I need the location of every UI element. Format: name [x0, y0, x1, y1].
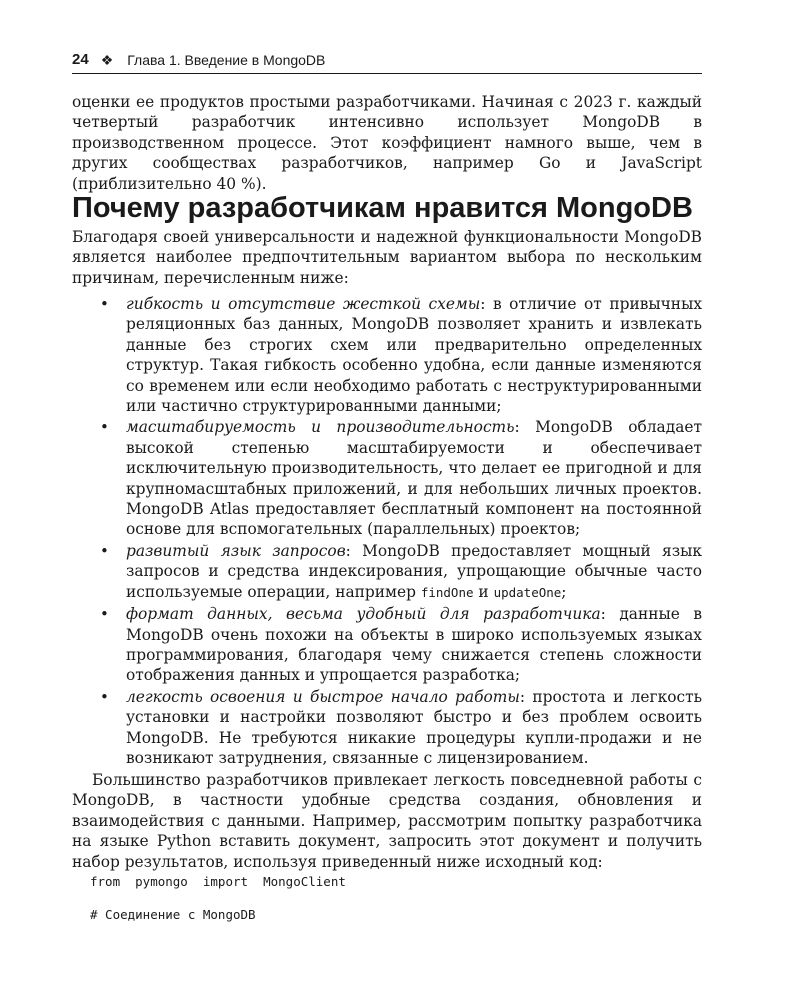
list-item — [100, 687, 702, 769]
running-header — [72, 50, 702, 74]
list-item-term: легкость освоения и быстрое начало работы — [126, 687, 520, 706]
code-line-import: from pymongo import MongoClient — [90, 874, 346, 889]
list-item-term: формат данных, весьма удобный для разработчика — [126, 605, 601, 624]
list-item-text: : простота и легкость установки и настройки позволяют быстро и без проблем освоить MongoDB. Не требуются никакие процедуры купли-продажи и не возникают затруднения, связанные с лицензированием. — [126, 687, 702, 767]
list-item-text: : данные в MongoDB очень похожи на объекты в широко используемых языках программирования, благодаря чему снижается степень сложности отображения данных и упрощается разработка; — [126, 605, 702, 685]
chapter-title: Глава 1. Введение в MongoDB — [127, 52, 326, 68]
inline-code-findone: findOne — [420, 584, 474, 600]
paragraph-intro: Благодаря своей универсальности и надежной функциональности MongoDB является наиболее предпочтительным вариантом выбора по нескольким причинам, перечисленным ниже: — [72, 228, 702, 287]
bullet-icon: • — [100, 541, 109, 560]
list-item-text: : в отличие от привычных реляционных баз данных, MongoDB позволяет хранить и извлекать данные без строгих схем или предварительно определенных структур. Такая гибкость особенно удобна, если данные изменяются со временем или если необходимо работать с неструктурированными или частично структурированными данными; — [126, 295, 702, 416]
list-item-term: масштабируемость и производительность — [126, 418, 515, 437]
inline-code-updateone: updateOne — [493, 584, 562, 600]
list-item — [100, 294, 702, 416]
code-line-comment: # Соединение с MongoDB — [90, 907, 256, 922]
list-item-term: гибкость и отсутствие жесткой схемы — [126, 295, 481, 313]
bullet-icon: • — [100, 605, 109, 624]
list-item — [100, 417, 702, 539]
bullet-icon: • — [100, 418, 109, 437]
paragraph-closing: Большинство разработчиков привлекает легкость повседневной работы с MongoDB, в частности удобные средства создания, обновления и взаимодействия с данными. Например, рассмотрим попытку разработчика на языке Python вставить документ, запросить этот документ и получить набор результатов, используя приведенный ниже исходный код: — [72, 771, 702, 871]
section-heading: Почему разработчикам нравится MongoDB — [72, 192, 693, 224]
bullet-icon: • — [100, 687, 109, 706]
list-item — [100, 604, 702, 686]
list-item — [100, 541, 702, 603]
reasons-list — [100, 294, 702, 769]
list-item-term: развитый язык запросов — [126, 541, 346, 560]
ornament-icon: ❖ — [100, 52, 114, 68]
list-item-text: : MongoDB предоставляет мощный язык запросов и средства индексирования, упрощающие обычные часто используемые операции, например — [126, 541, 702, 601]
list-item-text-end: ; — [561, 582, 567, 601]
page-number: 24 — [72, 51, 89, 68]
list-item-text-between: и — [473, 582, 494, 601]
paragraph-continued: оценки ее продуктов простыми разработчиками. Начиная с 2023 г. каждый четвертый разработчик интенсивно использует MongoDB в производственном процессе. Этот коэффициент намного выше, чем в других сообществах разработчиков, например Go и JavaScript (приблизительно 40 %). — [72, 93, 702, 193]
bullet-icon: • — [100, 295, 109, 313]
list-item-text: : MongoDB обладает высокой степенью масштабируемости и обеспечивает исключительную производительность, что делает ее пригодной и для крупномасштабных приложений, и для небольших личных проектов. MongoDB Atlas предоставляет бесплатный компонент на постоянной основе для вспомогательных (параллельных) проектов; — [126, 418, 702, 539]
